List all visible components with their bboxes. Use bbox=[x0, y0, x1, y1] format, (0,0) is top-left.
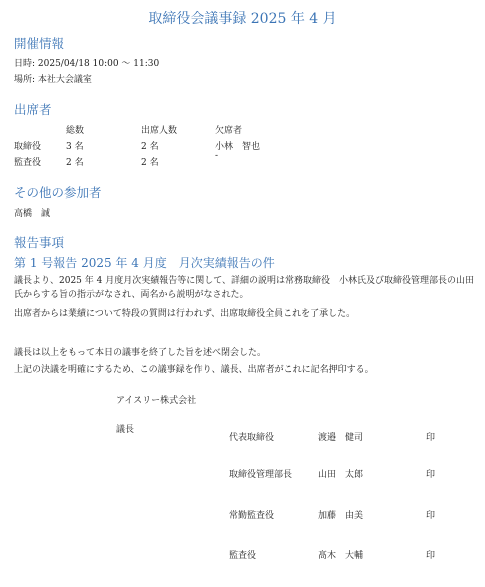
column-header-total: 総数 bbox=[66, 126, 85, 136]
document-title: 取締役会議事録 2025 年 4 月 bbox=[148, 11, 337, 27]
row-present: 2 名 bbox=[141, 158, 159, 168]
attendance-heading: 出席者 bbox=[14, 102, 52, 117]
signature-name: 髙木 大輔 bbox=[318, 551, 364, 561]
meeting-datetime: 日時: 2025/04/18 10:00 ～ 11:30 bbox=[14, 59, 160, 69]
report-paragraph-2: 出席者からは業績について特段の質問は行われず、出席取締役全員これを了承した。 bbox=[14, 309, 356, 319]
other-attendees-names: 高橋 誠 bbox=[14, 209, 51, 219]
row-role: 取締役 bbox=[14, 142, 42, 152]
column-header-present: 出席人数 bbox=[141, 126, 178, 136]
signature-name: 渡邉 健司 bbox=[318, 433, 364, 443]
other-attendees-heading: その他の参加者 bbox=[14, 185, 102, 200]
report-item-title: 第 1 号報告 2025 年 4 月度 月次実績報告の件 bbox=[14, 256, 275, 270]
row-role: 監査役 bbox=[14, 158, 42, 168]
row-absent: - bbox=[215, 151, 219, 161]
meeting-info-heading: 開催情報 bbox=[14, 36, 65, 51]
signature-title: 監査役 bbox=[229, 551, 257, 561]
row-present: 2 名 bbox=[141, 142, 159, 152]
column-header-absent: 欠席者 bbox=[215, 126, 243, 136]
row-total: 2 名 bbox=[66, 158, 84, 168]
seal-mark: 印 bbox=[426, 551, 436, 561]
report-paragraph-1: 議長より、2025 年 4 月度月次実績報告等に関して、詳細の説明は常務取締役 小林氏及び取締役管理部長の山田氏からする旨の指示がなされ、両名から説明がなされた。 bbox=[14, 276, 475, 300]
chair-label: 議長 bbox=[116, 425, 135, 435]
row-absent: 小林 智也 bbox=[215, 142, 261, 152]
signature-name: 加藤 由美 bbox=[318, 511, 364, 521]
signature-title: 取締役管理部長 bbox=[229, 470, 293, 480]
closing-paragraph-2: 上記の決議を明確にするため、この議事録を作り、議長、出席者がこれに記名押印する。 bbox=[14, 365, 374, 375]
company-name: アイスリー株式会社 bbox=[116, 396, 197, 406]
seal-mark: 印 bbox=[426, 433, 436, 443]
report-heading: 報告事項 bbox=[14, 235, 65, 250]
row-total: 3 名 bbox=[66, 142, 84, 152]
signature-name: 山田 太郎 bbox=[318, 470, 364, 480]
meeting-place: 場所: 本社大会議室 bbox=[14, 75, 92, 85]
signature-title: 代表取締役 bbox=[229, 433, 275, 443]
seal-mark: 印 bbox=[426, 511, 436, 521]
signature-title: 常勤監査役 bbox=[229, 511, 275, 521]
seal-mark: 印 bbox=[426, 470, 436, 480]
closing-paragraph-1: 議長は以上をもって本日の議事を終了した旨を述べ閉会した。 bbox=[14, 348, 267, 358]
